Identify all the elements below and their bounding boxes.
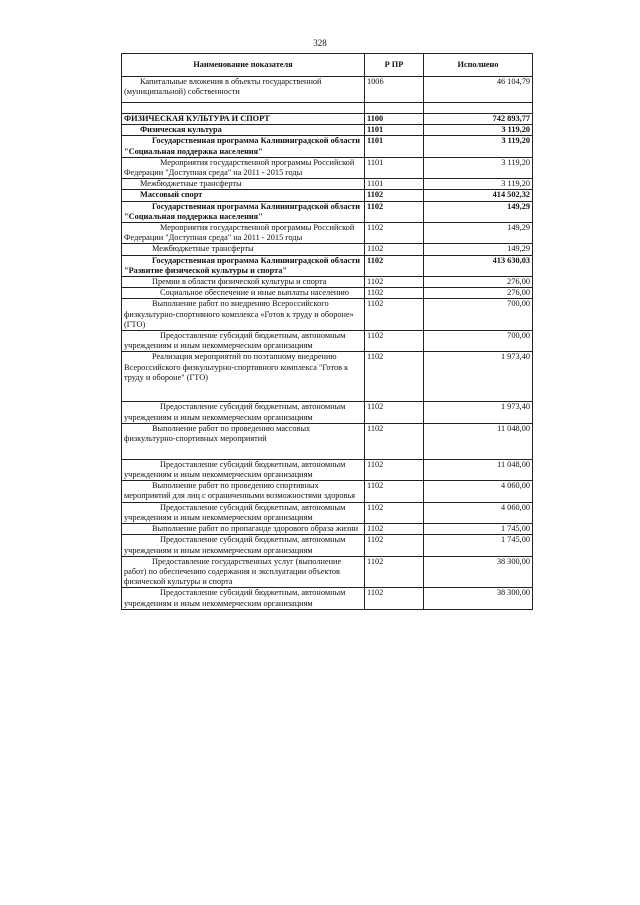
row-code: 1102 (365, 556, 424, 588)
table-row (122, 402, 533, 423)
spacer-row (122, 103, 533, 114)
row-name: Выполнение работ по проведению массовых физкультурно-спортивных мероприятий (122, 423, 365, 459)
row-code: 1101 (365, 125, 424, 136)
row-value: 3 119,20 (424, 125, 533, 136)
row-name: Социальное обеспечение и иные выплаты населению (122, 288, 365, 299)
row-value: 414 502,32 (424, 190, 533, 201)
row-code: 1102 (365, 502, 424, 523)
row-name: Предоставление субсидий бюджетным, автономным учреждениям и иным некоммерческим организациям (122, 588, 365, 609)
row-value: 11 048,00 (424, 423, 533, 459)
row-code: 1101 (365, 157, 424, 178)
row-code: 1102 (365, 223, 424, 244)
row-value: 3 119,20 (424, 136, 533, 157)
table-row (122, 201, 533, 222)
budget-execution-table (121, 53, 533, 610)
table-row (122, 190, 533, 201)
row-name: Межбюджетные трансферты (122, 179, 365, 190)
row-value: 413 630,03 (424, 255, 533, 276)
row-code: 1102 (365, 299, 424, 331)
row-name: Предоставление государственных услуг (выполнение работ) по обеспечению содержания и эксплуатации объектов физической культуры и спорта (122, 556, 365, 588)
row-name: Государственная программа Калининградской области "Социальная поддержка населения" (122, 201, 365, 222)
row-code: 1102 (365, 255, 424, 276)
row-code: 1006 (365, 77, 424, 103)
row-value: 46 104,79 (424, 77, 533, 103)
table-row (122, 114, 533, 125)
row-value: 276,00 (424, 288, 533, 299)
column-header-code: Р ПР (365, 54, 424, 77)
table-row (122, 331, 533, 352)
row-value: 4 060,00 (424, 502, 533, 523)
row-code: 1102 (365, 588, 424, 609)
row-name: Предоставление субсидий бюджетным, автономным учреждениям и иным некоммерческим организациям (122, 502, 365, 523)
table-row (122, 277, 533, 288)
row-code: 1102 (365, 331, 424, 352)
table-row (122, 136, 533, 157)
row-code: 1102 (365, 288, 424, 299)
column-header-value: Исполнено (424, 54, 533, 77)
row-code: 1102 (365, 481, 424, 502)
row-value: 276,00 (424, 277, 533, 288)
row-name: Предоставление субсидий бюджетным, автономным учреждениям и иным некоммерческим организациям (122, 535, 365, 556)
row-name: Выполнение работ по проведению спортивных мероприятий для лиц с ограниченными возможностями здоровья (122, 481, 365, 502)
table-header-row (122, 54, 533, 77)
row-name: Мероприятия государственной программы Российской Федерации "Доступная среда" на 2011 - 2015 годы (122, 223, 365, 244)
row-name: Массовый спорт (122, 190, 365, 201)
table-row (122, 255, 533, 276)
page-number: 328 (313, 38, 327, 48)
row-name: ФИЗИЧЕСКАЯ КУЛЬТУРА И СПОРТ (122, 114, 365, 125)
row-name: Предоставление субсидий бюджетным, автономным учреждениям и иным некоммерческим организациям (122, 459, 365, 480)
row-value: 1 745,00 (424, 524, 533, 535)
table-row (122, 524, 533, 535)
table-row (122, 288, 533, 299)
row-value: 3 119,20 (424, 179, 533, 190)
table-row (122, 556, 533, 588)
table-row (122, 588, 533, 609)
row-value: 4 060,00 (424, 481, 533, 502)
row-name: Межбюджетные трансферты (122, 244, 365, 255)
table-row (122, 352, 533, 402)
table-row (122, 125, 533, 136)
row-value: 742 893,77 (424, 114, 533, 125)
table-row (122, 77, 533, 103)
row-value: 11 048,00 (424, 459, 533, 480)
row-name: Мероприятия государственной программы Российской Федерации "Доступная среда" на 2011 - 2015 годы (122, 157, 365, 178)
row-value: 149,29 (424, 201, 533, 222)
table-row (122, 179, 533, 190)
row-value: 149,29 (424, 244, 533, 255)
row-value: 1 973,40 (424, 352, 533, 402)
table-row (122, 535, 533, 556)
column-header-name: Наименование показателя (122, 54, 365, 77)
row-code: 1102 (365, 277, 424, 288)
table-row (122, 223, 533, 244)
table-row (122, 299, 533, 331)
row-code: 1102 (365, 402, 424, 423)
row-value: 700,00 (424, 331, 533, 352)
row-code: 1102 (365, 524, 424, 535)
row-name: Выполнение работ по пропаганде здорового образа жизни (122, 524, 365, 535)
row-code: 1102 (365, 190, 424, 201)
table-row (122, 423, 533, 459)
row-name: Предоставление субсидий бюджетным, автономным учреждениям и иным некоммерческим организациям (122, 331, 365, 352)
row-name: Государственная программа Калининградской области "Развитие физической культуры и спорта" (122, 255, 365, 276)
row-value: 700,00 (424, 299, 533, 331)
row-name: Предоставление субсидий бюджетным, автономным учреждениям и иным некоммерческим организациям (122, 402, 365, 423)
row-value: 1 973,40 (424, 402, 533, 423)
table-row (122, 502, 533, 523)
row-value: 1 745,00 (424, 535, 533, 556)
row-code: 1102 (365, 423, 424, 459)
row-code: 1102 (365, 352, 424, 402)
row-value: 38 300,00 (424, 588, 533, 609)
row-name: Государственная программа Калининградской области "Социальная поддержка населения" (122, 136, 365, 157)
row-name: Премии в области физической культуры и спорта (122, 277, 365, 288)
row-value: 3 119,20 (424, 157, 533, 178)
row-code: 1102 (365, 201, 424, 222)
table-row (122, 459, 533, 480)
row-name: Реализация мероприятий по поэтапному внедрению Всероссийского физкультурно-спортивного комплекса "Готов к труду и обороне" (ГТО) (122, 352, 365, 402)
row-code: 1101 (365, 179, 424, 190)
row-name: Физическая культура (122, 125, 365, 136)
row-value: 149,29 (424, 223, 533, 244)
row-code: 1102 (365, 244, 424, 255)
row-code: 1100 (365, 114, 424, 125)
table-row (122, 481, 533, 502)
row-code: 1102 (365, 535, 424, 556)
row-code: 1101 (365, 136, 424, 157)
table-row (122, 244, 533, 255)
row-value: 38 300,00 (424, 556, 533, 588)
row-name: Капитальные вложения в объекты государственной (муниципальной) собственности (122, 77, 365, 103)
row-name: Выполнение работ по внедрению Всероссийского физкультурно-спортивного комплекса «Готов к труду и обороне» (ГТО) (122, 299, 365, 331)
row-code: 1102 (365, 459, 424, 480)
table-row (122, 157, 533, 178)
